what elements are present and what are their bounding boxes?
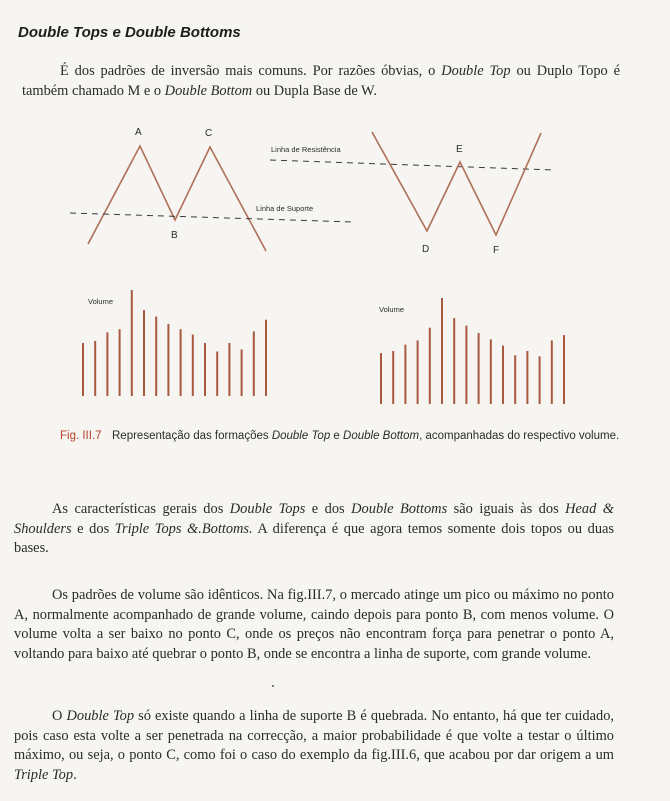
volume-left-label: Volume bbox=[88, 297, 114, 306]
support-line-label: Linha de Suporte bbox=[256, 204, 314, 213]
volume-left-bar-14 bbox=[241, 349, 243, 396]
volume-left-bar-4 bbox=[119, 329, 121, 396]
label-b: B bbox=[171, 230, 178, 241]
volume-right-bar-13 bbox=[526, 351, 528, 404]
volume-right-bar-7 bbox=[453, 318, 455, 404]
volume-left-bar-6 bbox=[143, 310, 145, 396]
resistance-line-label: Linha de Resistência bbox=[271, 145, 341, 154]
volume-left-bar-11 bbox=[204, 343, 206, 396]
volume-right-bar-6 bbox=[441, 298, 443, 404]
volume-right-bars bbox=[380, 298, 565, 404]
volume-left-bar-8 bbox=[167, 324, 169, 396]
volume-left-bar-15 bbox=[253, 331, 255, 396]
volume-right-bar-3 bbox=[404, 345, 406, 404]
volume-right-bar-2 bbox=[392, 351, 394, 404]
volume-left-bar-12 bbox=[216, 352, 218, 397]
paragraph-characteristics: As características gerais dos Double Tops e dos Double Bottoms são iguais às dos Head & Shoulders e dos Triple Tops &.Bottoms. A diferença é que agora temos somente dois topos ou duas bases. bbox=[14, 501, 615, 556]
volume-right-bar-14 bbox=[539, 356, 541, 404]
figure-number: Fig. III.7 bbox=[60, 430, 102, 442]
volume-left-bar-9 bbox=[180, 329, 182, 396]
speck bbox=[272, 685, 274, 687]
volume-left-bar-13 bbox=[228, 343, 230, 396]
volume-left-bar-10 bbox=[192, 335, 194, 397]
label-d: D bbox=[422, 244, 430, 255]
volume-right-bar-1 bbox=[380, 353, 382, 404]
paragraph-volume: Os padrões de volume são idênticos. Na fig.III.7, o mercado atinge um pico ou máximo no ponto A, normalmente acompanhado de grande volume, caindo depois para ponto B, com menos volume. O volume volta a ser baixo no ponto C, onde os preços não encontram força para penetrar o ponto A, voltando para baixo até quebrar o ponto B, onde se encontra a linha de suporte, com grande volume. bbox=[14, 587, 614, 662]
label-a: A bbox=[135, 127, 142, 138]
support-line bbox=[70, 213, 354, 222]
volume-right-label: Volume bbox=[379, 305, 405, 314]
label-e: E bbox=[456, 144, 463, 155]
intro-paragraph: É dos padrões de inversão mais comuns. Por razões óbvias, o Double Top ou Duplo Topo é também chamado M e o Double Bottom ou Dupla Base de W. bbox=[22, 63, 620, 99]
volume-right-bar-15 bbox=[551, 340, 553, 404]
figure-caption: Fig. III.7 Representação das formações Double Top e Double Bottom, acompanhadas do respectivo volume. bbox=[60, 427, 620, 446]
volume-left-bar-7 bbox=[155, 317, 157, 397]
volume-right-bar-11 bbox=[502, 346, 504, 404]
volume-left-bar-5 bbox=[131, 290, 133, 396]
paragraph-double-top: O Double Top só existe quando a linha de suporte B é quebrada. No entanto, há que ter cuidado, pois caso esta volte a ser penetrada na correcção, a maior probabilidade é que volte a testar o último máximo, ou seja, o ponto C, como foi o caso do exemplo da fig.III.6, que acabou por dar origem a um Triple Top. bbox=[14, 708, 614, 783]
label-f: F bbox=[493, 245, 500, 256]
section-heading: Double Tops e Double Bottoms bbox=[18, 24, 241, 41]
volume-right-bar-9 bbox=[478, 333, 480, 404]
label-c: C bbox=[205, 128, 213, 139]
resistance-line bbox=[270, 160, 554, 170]
volume-right-bar-5 bbox=[429, 328, 431, 404]
volume-left-bar-3 bbox=[106, 332, 108, 396]
volume-left-bar-16 bbox=[265, 320, 267, 396]
volume-left-bar-1 bbox=[82, 343, 84, 396]
volume-right-bar-8 bbox=[465, 326, 467, 404]
volume-right-bar-4 bbox=[417, 340, 419, 404]
volume-right-bar-16 bbox=[563, 335, 565, 404]
volume-left-bar-2 bbox=[94, 341, 96, 396]
volume-right-bar-10 bbox=[490, 339, 492, 404]
volume-right-bar-12 bbox=[514, 355, 516, 404]
